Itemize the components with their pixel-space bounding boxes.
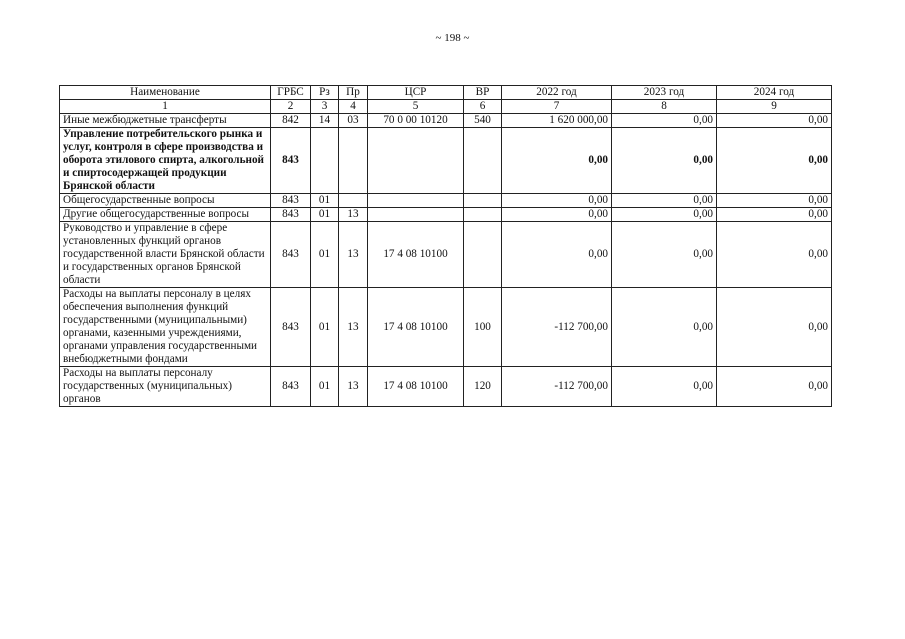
row-2023: 0,00 — [612, 367, 717, 407]
row-2024: 0,00 — [717, 222, 832, 288]
row-csr — [368, 128, 464, 194]
row-vr — [464, 194, 502, 208]
column-number: 4 — [339, 100, 368, 114]
row-2022: -112 700,00 — [502, 367, 612, 407]
row-2022: 0,00 — [502, 222, 612, 288]
budget-table — [59, 85, 832, 407]
row-pr: 13 — [339, 367, 368, 407]
header-row — [60, 86, 832, 100]
row-csr: 70 0 00 10120 — [368, 114, 464, 128]
row-2022: -112 700,00 — [502, 288, 612, 367]
header-2022: 2022 год — [502, 86, 612, 100]
row-pr: 13 — [339, 288, 368, 367]
row-csr: 17 4 08 10100 — [368, 367, 464, 407]
header-pr: Пр — [339, 86, 368, 100]
row-vr: 540 — [464, 114, 502, 128]
row-pr: 03 — [339, 114, 368, 128]
row-2024: 0,00 — [717, 208, 832, 222]
column-number: 9 — [717, 100, 832, 114]
column-number: 7 — [502, 100, 612, 114]
row-rz: 01 — [311, 194, 339, 208]
row-2024: 0,00 — [717, 194, 832, 208]
header-2023: 2023 год — [612, 86, 717, 100]
row-grbs: 842 — [271, 114, 311, 128]
row-pr: 13 — [339, 208, 368, 222]
row-grbs: 843 — [271, 128, 311, 194]
table-row — [60, 367, 832, 407]
row-pr — [339, 194, 368, 208]
table-row — [60, 208, 832, 222]
row-2023: 0,00 — [612, 222, 717, 288]
row-rz: 01 — [311, 208, 339, 222]
table-row — [60, 114, 832, 128]
column-number-row — [60, 100, 832, 114]
row-rz: 01 — [311, 288, 339, 367]
column-number: 1 — [60, 100, 271, 114]
row-name: Расходы на выплаты персоналу в целях обеспечения выполнения функций государственными (муниципальными) органами, казенными учреждениями, органами управления государственными внебюджетными фондами — [60, 288, 271, 367]
row-2023: 0,00 — [612, 288, 717, 367]
row-rz: 14 — [311, 114, 339, 128]
row-csr: 17 4 08 10100 — [368, 288, 464, 367]
row-2024: 0,00 — [717, 288, 832, 367]
column-number: 5 — [368, 100, 464, 114]
header-grbs: ГРБС — [271, 86, 311, 100]
row-name: Руководство и управление в сфере установленных функций органов государственной власти Брянской области и государственных органов Брянской области — [60, 222, 271, 288]
header-rz: Рз — [311, 86, 339, 100]
column-number: 8 — [612, 100, 717, 114]
row-grbs: 843 — [271, 288, 311, 367]
row-name: Иные межбюджетные трансферты — [60, 114, 271, 128]
row-grbs: 843 — [271, 194, 311, 208]
table-row — [60, 128, 832, 194]
row-2023: 0,00 — [612, 194, 717, 208]
row-2022: 0,00 — [502, 208, 612, 222]
table-row — [60, 288, 832, 367]
row-rz: 01 — [311, 222, 339, 288]
row-vr — [464, 128, 502, 194]
row-vr — [464, 222, 502, 288]
row-vr — [464, 208, 502, 222]
row-2023: 0,00 — [612, 208, 717, 222]
row-2024: 0,00 — [717, 114, 832, 128]
row-2022: 1 620 000,00 — [502, 114, 612, 128]
row-grbs: 843 — [271, 367, 311, 407]
row-2023: 0,00 — [612, 128, 717, 194]
column-number: 2 — [271, 100, 311, 114]
row-name: Управление потребительского рынка и услуг, контроля в сфере производства и оборота этилового спирта, алкогольной и спиртосодержащей продукции Брянской области — [60, 128, 271, 194]
row-2022: 0,00 — [502, 194, 612, 208]
row-csr: 17 4 08 10100 — [368, 222, 464, 288]
row-pr: 13 — [339, 222, 368, 288]
row-name: Другие общегосударственные вопросы — [60, 208, 271, 222]
header-csr: ЦСР — [368, 86, 464, 100]
row-csr — [368, 208, 464, 222]
row-2024: 0,00 — [717, 128, 832, 194]
row-name: Общегосударственные вопросы — [60, 194, 271, 208]
row-vr: 100 — [464, 288, 502, 367]
row-pr — [339, 128, 368, 194]
column-number: 3 — [311, 100, 339, 114]
row-2024: 0,00 — [717, 367, 832, 407]
row-csr — [368, 194, 464, 208]
row-2022: 0,00 — [502, 128, 612, 194]
row-grbs: 843 — [271, 222, 311, 288]
row-rz: 01 — [311, 367, 339, 407]
row-grbs: 843 — [271, 208, 311, 222]
header-2024: 2024 год — [717, 86, 832, 100]
header-name: Наименование — [60, 86, 271, 100]
table-row — [60, 222, 832, 288]
header-vr: ВР — [464, 86, 502, 100]
row-2023: 0,00 — [612, 114, 717, 128]
row-vr: 120 — [464, 367, 502, 407]
row-rz — [311, 128, 339, 194]
column-number: 6 — [464, 100, 502, 114]
row-name: Расходы на выплаты персоналу государственных (муниципальных) органов — [60, 367, 271, 407]
table-row — [60, 194, 832, 208]
page-number: ~ 198 ~ — [435, 32, 470, 44]
